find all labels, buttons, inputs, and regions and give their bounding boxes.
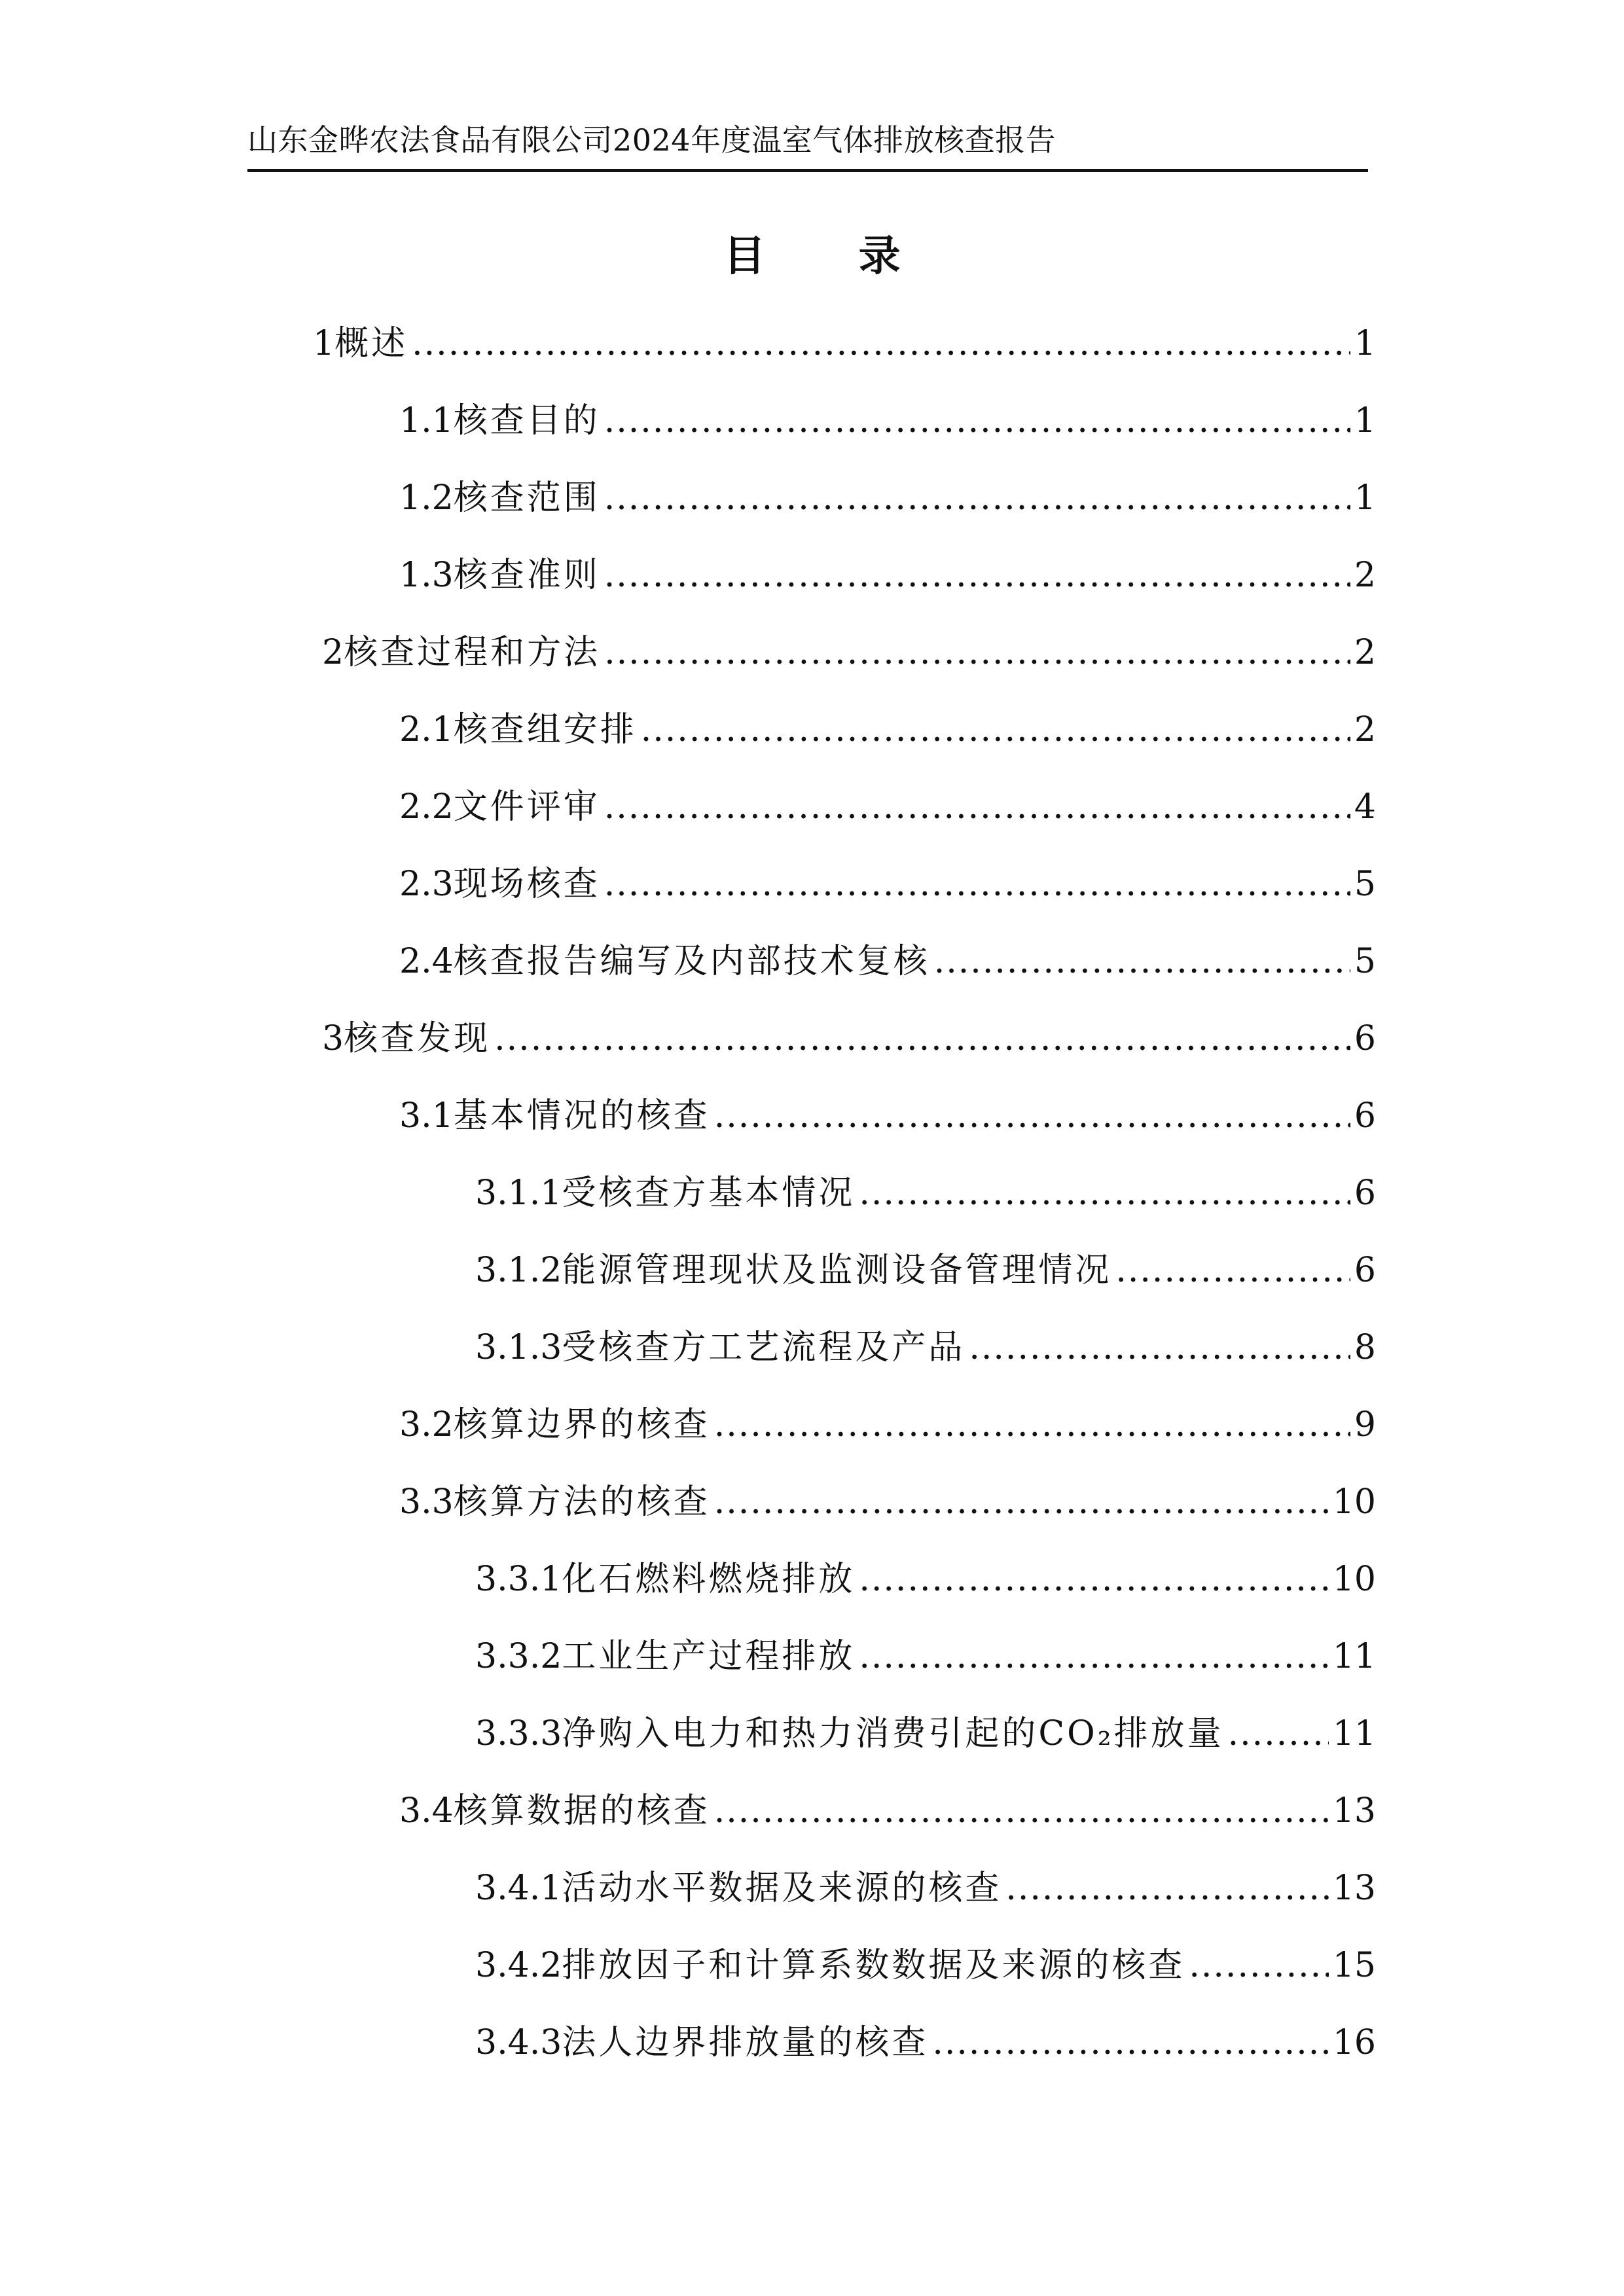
- toc-entry-label: 排放因子和计算系数数据及来源的核查: [562, 1946, 1185, 1985]
- toc-leader-dots: [714, 1093, 1350, 1139]
- toc-entry-label: 核查范围: [453, 478, 600, 518]
- toc-entry[interactable]: [475, 1247, 1376, 1293]
- toc-entry-page: 9: [1354, 1405, 1376, 1444]
- toc-leader-dots: [641, 707, 1350, 753]
- toc-entry-page: 5: [1354, 865, 1376, 904]
- toc-leader-dots: [934, 939, 1350, 984]
- toc-entry-number: 3: [322, 1019, 344, 1058]
- toc-entry-page: 15: [1332, 1946, 1376, 1985]
- toc-entry[interactable]: [399, 398, 1376, 444]
- toc-entry-label: 法人边界排放量的核查: [562, 2023, 929, 2062]
- toc-leader-dots: [1228, 1711, 1329, 1757]
- toc-entry-page: 2: [1354, 556, 1376, 595]
- toc-entry-page: 6: [1354, 1019, 1376, 1058]
- toc-entry-label: 活动水平数据及来源的核查: [562, 1869, 1002, 1908]
- toc-leader-dots: [859, 1170, 1350, 1216]
- toc-entry-number: 3.3.3: [475, 1714, 562, 1753]
- toc-entry-label: 核查发现: [344, 1019, 491, 1058]
- toc-title: 目 录: [723, 232, 940, 281]
- toc-entry-page: 5: [1354, 942, 1376, 981]
- toc-entry-page: 13: [1332, 1869, 1376, 1908]
- toc-entry-label: 核查目的: [453, 401, 600, 440]
- toc-leader-dots: [604, 475, 1350, 521]
- toc-entry-number: 3.1: [399, 1096, 454, 1136]
- toc-leader-dots: [969, 1325, 1350, 1371]
- toc-entry-number: 2.2: [399, 787, 454, 827]
- toc-leader-dots: [932, 2020, 1329, 2066]
- toc-entry-page: 11: [1332, 1714, 1376, 1753]
- toc-entry[interactable]: [313, 321, 1376, 367]
- toc-entry[interactable]: [475, 1325, 1376, 1371]
- toc-entry-page: 6: [1354, 1251, 1376, 1290]
- toc-entry-number: 3.1.2: [475, 1251, 562, 1290]
- toc-entry-label: 现场核查: [453, 865, 600, 904]
- toc-entry-number: 3.3: [399, 1482, 454, 1522]
- toc-entry-number: 2.4: [399, 942, 454, 981]
- toc-entry-page: 11: [1332, 1637, 1376, 1676]
- toc-entry-number: 3.4: [399, 1791, 454, 1831]
- toc-leader-dots: [494, 1016, 1350, 1062]
- toc-entry-label: 核查报告编写及内部技术复核: [453, 942, 930, 981]
- toc-entry-label: 核查组安排: [453, 710, 637, 749]
- toc-leader-dots: [604, 784, 1350, 830]
- header-divider: [247, 169, 1368, 172]
- toc-entry-number: 1.1: [399, 401, 454, 440]
- toc-entry-label: 核算边界的核查: [453, 1405, 710, 1444]
- toc-entry[interactable]: [475, 1556, 1376, 1602]
- toc-entry-page: 10: [1332, 1482, 1376, 1522]
- toc-entry-label: 核查准则: [453, 556, 600, 595]
- toc-leader-dots: [714, 1788, 1329, 1834]
- toc-entry-page: 4: [1354, 787, 1376, 827]
- toc-entry[interactable]: [399, 861, 1376, 907]
- toc-entry[interactable]: [399, 939, 1376, 984]
- toc-entry[interactable]: [475, 2020, 1376, 2066]
- toc-leader-dots: [604, 398, 1350, 444]
- running-header: 山东金晔农法食品有限公司2024年度温室气体排放核查报告: [247, 122, 1056, 158]
- toc-leader-dots: [1115, 1247, 1350, 1293]
- toc-entry-number: 3.2: [399, 1405, 454, 1444]
- toc-leader-dots: [1189, 1943, 1329, 1988]
- toc-entry-page: 8: [1354, 1328, 1376, 1367]
- toc-entry-page: 2: [1354, 633, 1376, 672]
- toc-entry-label: 受核查方工艺流程及产品: [562, 1328, 965, 1367]
- toc-entry-number: 2.3: [399, 865, 454, 904]
- toc-entry[interactable]: [475, 1865, 1376, 1911]
- toc-entry-number: 3.3.2: [475, 1637, 562, 1676]
- toc-entry-page: 6: [1354, 1174, 1376, 1213]
- toc-entry-page: 10: [1332, 1560, 1376, 1599]
- toc-entry-number: 3.4.2: [475, 1946, 562, 1985]
- toc-entry[interactable]: [399, 1479, 1376, 1525]
- toc-entry[interactable]: [475, 1634, 1376, 1679]
- toc-entry-label: 基本情况的核查: [453, 1096, 710, 1136]
- toc-entry-number: 3.3.1: [475, 1560, 562, 1599]
- toc-entry-number: 3.1.3: [475, 1328, 562, 1367]
- toc-entry-number: 2: [322, 633, 344, 672]
- toc-entry-number: 3.1.1: [475, 1174, 562, 1213]
- toc-entry-label: 受核查方基本情况: [562, 1174, 856, 1213]
- toc-entry-number: 2.1: [399, 710, 454, 749]
- toc-entry-label: 净购入电力和热力消费引起的CO₂排放量: [562, 1714, 1224, 1753]
- toc-entry-label: 核算方法的核查: [453, 1482, 710, 1522]
- toc-leader-dots: [714, 1479, 1329, 1525]
- toc-entry-page: 1: [1354, 324, 1376, 363]
- toc-leader-dots: [604, 861, 1350, 907]
- toc-entry-label: 能源管理现状及监测设备管理情况: [562, 1251, 1112, 1290]
- toc-entry-label: 文件评审: [453, 787, 600, 827]
- toc-entry[interactable]: [399, 707, 1376, 753]
- toc-entry-label: 核查过程和方法: [344, 633, 601, 672]
- toc-entry-page: 1: [1354, 401, 1376, 440]
- toc-entry-page: 13: [1332, 1791, 1376, 1831]
- toc-entry-label: 化石燃料燃烧排放: [562, 1560, 856, 1599]
- toc-leader-dots: [859, 1556, 1329, 1602]
- toc-entry-page: 2: [1354, 710, 1376, 749]
- toc-entry-number: 1: [313, 324, 335, 363]
- toc-entry-number: 3.4.3: [475, 2023, 562, 2062]
- toc-entry[interactable]: [399, 552, 1376, 598]
- toc-entry[interactable]: [475, 1711, 1376, 1757]
- toc-leader-dots: [1005, 1865, 1329, 1911]
- toc-leader-dots: [859, 1634, 1329, 1679]
- toc-entry-number: 1.2: [399, 478, 454, 518]
- toc-entry-label: 核算数据的核查: [453, 1791, 710, 1831]
- toc-entry-number: 3.4.1: [475, 1869, 562, 1908]
- toc-entry-page: 1: [1354, 478, 1376, 518]
- toc-entry[interactable]: [399, 1788, 1376, 1834]
- toc-entry[interactable]: [399, 1402, 1376, 1448]
- toc-leader-dots: [604, 630, 1350, 675]
- toc-entry[interactable]: [399, 1093, 1376, 1139]
- toc-entry[interactable]: [322, 1016, 1376, 1062]
- toc-leader-dots: [412, 321, 1350, 367]
- toc-entry-page: 16: [1332, 2023, 1376, 2062]
- toc-entry-number: 1.3: [399, 556, 454, 595]
- toc-leader-dots: [714, 1402, 1350, 1448]
- toc-entry-page: 6: [1354, 1096, 1376, 1136]
- toc-leader-dots: [604, 552, 1350, 598]
- toc-entry[interactable]: [322, 630, 1376, 675]
- toc-entry-label: 工业生产过程排放: [562, 1637, 856, 1676]
- toc-entry[interactable]: [399, 784, 1376, 830]
- toc-entry[interactable]: [399, 475, 1376, 521]
- toc-entry[interactable]: [475, 1943, 1376, 1988]
- toc-entry-label: 概述: [334, 324, 408, 363]
- toc-entry[interactable]: [475, 1170, 1376, 1216]
